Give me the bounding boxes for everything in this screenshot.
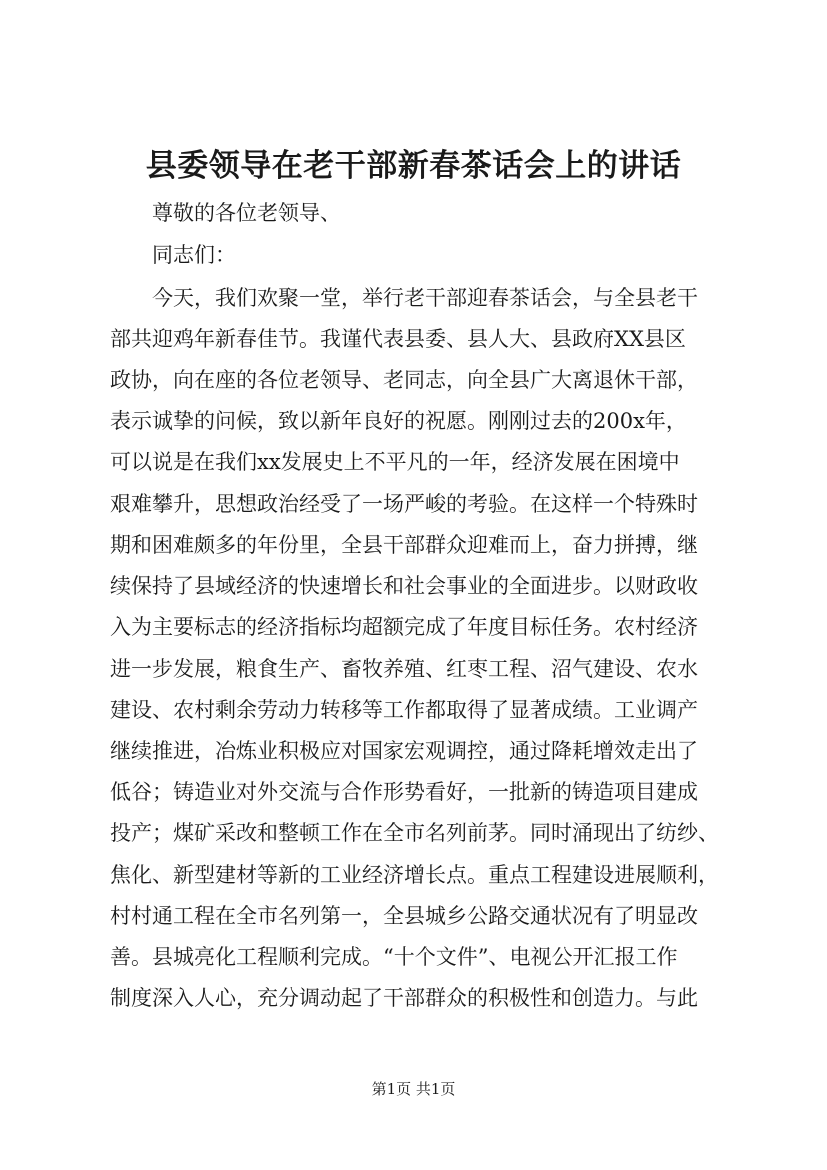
body-line: 可以说是在我们xx发展史上不平凡的一年，经济发展在困境中 <box>110 450 680 474</box>
body-line: 投产；煤矿采改和整顿工作在全市名列前茅。同时涌现出了纺纱、 <box>110 821 719 845</box>
body-line: 焦化、新型建材等新的工业经济增长点。重点工程建设进展顺利， <box>110 863 719 887</box>
body-line: 继续推进，冶炼业积极应对国家宏观调控，通过降耗增效走出了 <box>110 739 698 763</box>
body-line: 部共迎鸡年新春佳节。我谨代表县委、县人大、县政府XX县区 <box>110 327 686 351</box>
body-line: 制度深入人心，充分调动起了干部群众的积极性和创造力。与此 <box>110 986 698 1010</box>
body-line: 艰难攀升，思想政治经受了一场严峻的考验。在这样一个特殊时 <box>110 492 698 516</box>
page-title: 县委领导在老干部新春茶话会上的讲话 <box>145 148 682 184</box>
salutation-line-2: 同志们： <box>152 243 236 267</box>
body-line: 低谷；铸造业对外交流与合作形势看好，一批新的铸造项目建成 <box>110 780 698 804</box>
page-footer: 第1页 共1页 <box>371 1080 456 1098</box>
body-line: 政协，向在座的各位老领导、老同志，向全县广大离退休干部， <box>110 368 698 392</box>
body-line: 表示诚挚的问候，致以新年良好的祝愿。刚刚过去的200x年， <box>110 409 687 433</box>
body-line: 进一步发展，粮食生产、畜牧养殖、红枣工程、沼气建设、农水 <box>110 657 698 681</box>
body-line: 续保持了县域经济的快速增长和社会事业的全面进步。以财政收 <box>110 574 698 598</box>
body-line: 入为主要标志的经济指标均超额完成了年度目标任务。农村经济 <box>110 615 698 639</box>
body-line: 建设、农村剩余劳动力转移等工作都取得了显著成绩。工业调产 <box>110 698 698 722</box>
salutation-line-1: 尊敬的各位老领导、 <box>152 201 341 225</box>
body-line: 期和困难颇多的年份里，全县干部群众迎难而上，奋力拼搏，继 <box>110 533 698 557</box>
body-line: 今天，我们欢聚一堂，举行老干部迎春茶话会，与全县老干 <box>152 286 698 310</box>
body-line: 善。县城亮化工程顺利完成。“十个文件”、电视公开汇报工作 <box>110 945 678 969</box>
body-line: 村村通工程在全市名列第一，全县城乡公路交通状况有了明显改 <box>110 904 698 928</box>
